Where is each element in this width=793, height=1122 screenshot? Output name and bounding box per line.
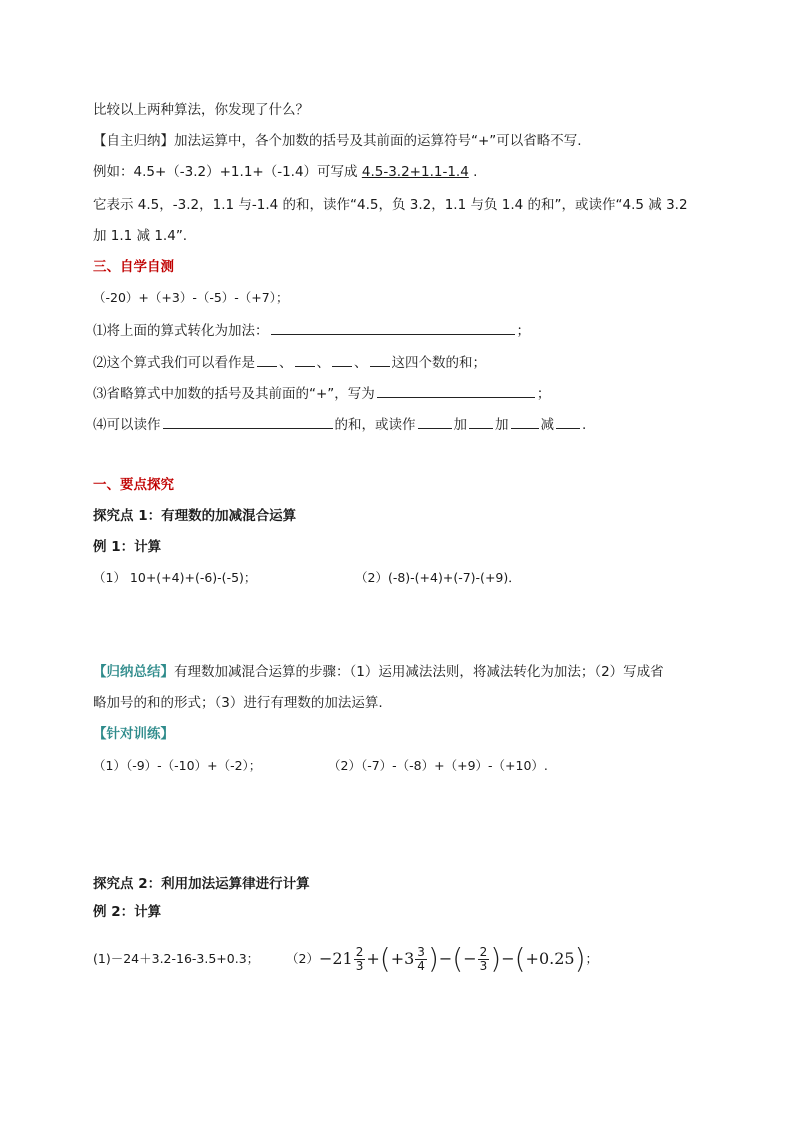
- ex2-fraction-3: [478, 946, 490, 973]
- example-prefix: 例如：4.5+（-3.2）+1.1+（-1.4）可写成: [93, 164, 362, 180]
- q1-answer-blank[interactable]: [271, 320, 515, 335]
- q1-suffix: ；: [516, 323, 530, 339]
- meaning-line-1: 它表示 4.5，-3.2，1.1 与-1.4 的和，读作“4.5，负 3.2，1.1 与负 1.4 的和”，或读作“4.5 减 3.2: [93, 197, 688, 213]
- ex2-fraction-1: [354, 946, 366, 973]
- ex2-whole: −21: [318, 949, 353, 968]
- intro-question: 比较以上两种算法，你发现了什么？: [93, 102, 309, 118]
- q2-suffix: 这四个数的和；: [391, 355, 486, 371]
- ex2-paren-close-1: ): [427, 942, 439, 975]
- ex2-p2-sign: +3: [390, 949, 415, 968]
- q3-prefix: ⑶省略算式中加数的括号及其前面的“+”，写为: [93, 386, 375, 402]
- practice-problem-2: （2）（-7）-（-8）+（+9）-（+10）.: [328, 758, 548, 773]
- question-3: [93, 383, 550, 403]
- q4-prefix: ⑷可以读作: [93, 417, 161, 433]
- summary-line-1: [93, 663, 664, 681]
- practice-tag: 【针对训练】: [93, 726, 174, 742]
- q4-blank-a[interactable]: [418, 414, 452, 429]
- q4-plus-1: 加: [453, 417, 467, 433]
- point-2-title: 探究点 2：利用加法运算律进行计算: [93, 876, 310, 892]
- self-test-expression: （-20）+（+3）-（-5）-（+7）；: [93, 290, 289, 305]
- ex2-paren-open-1: (: [379, 942, 391, 975]
- ex2-f2-num: 3: [417, 944, 425, 959]
- summary-text-1: 有理数加减混合运算的步骤：（1）运用减法法则，将减法转化为加法；（2）写成省: [174, 664, 664, 680]
- q1-prefix: ⑴将上面的算式转化为加法：: [93, 323, 269, 339]
- question-1: [93, 320, 530, 340]
- example-1-problem-2: （2）(-8)-(+4)+(-7)-(+9)．: [355, 570, 521, 585]
- rule-tag: 【自主归纳】: [93, 133, 174, 149]
- example-2-problem-1: (1)－24＋3.2-16-3.5+0.3；: [93, 951, 260, 966]
- ex2-p3-sign: −: [463, 949, 477, 968]
- summary-line-2: 略加号的和的形式；（3）进行有理数的加法运算.: [93, 695, 383, 711]
- ex2-minus-2: −: [501, 949, 515, 968]
- example-2-label: [93, 903, 161, 921]
- q3-suffix: ；: [536, 386, 551, 402]
- ex2-minus-1: −: [438, 949, 453, 968]
- ex2-f2-den: 4: [417, 958, 425, 973]
- q3-answer-blank[interactable]: [377, 383, 535, 398]
- practice-problem-1: （1）（-9）-（-10）+（-2）；: [93, 758, 262, 773]
- q4-blank-c[interactable]: [511, 414, 539, 429]
- q2-blank-2[interactable]: [295, 352, 315, 367]
- example-1-label: [93, 538, 161, 556]
- ex2-paren-open-2: (: [452, 942, 464, 975]
- example-1-label-text: 例 1：计算: [93, 539, 162, 555]
- rule-text: 加法运算中，各个加数的括号及其前面的运算符号“+”可以省略不写.: [174, 133, 582, 149]
- ex2-p2-label: （2）: [286, 951, 319, 966]
- example-1-problem-1: （1） 10+(+4)+(-6)-(-5)；: [93, 570, 257, 585]
- q4-blank-reading[interactable]: [163, 414, 333, 429]
- summary-tag: 【归纳总结】: [93, 664, 174, 680]
- meaning-line-2: 加 1.1 减 1.4”.: [93, 228, 188, 244]
- q4-mid: 的和，或读作: [334, 417, 416, 433]
- ex2-f1-den: 3: [355, 958, 364, 973]
- question-2: [93, 352, 486, 372]
- example-result: 4.5-3.2+1.1-1.4: [361, 164, 469, 180]
- q4-blank-b[interactable]: [469, 414, 493, 429]
- q2-sep-3: 、: [354, 355, 368, 371]
- ex2-plus: +: [366, 949, 380, 968]
- q4-blank-d[interactable]: [556, 414, 580, 429]
- rule-line: [93, 132, 582, 150]
- self-test-heading: 三、自学自测: [93, 259, 174, 275]
- ex2-f3-den: 3: [479, 958, 488, 973]
- ex2-p4: +0.25: [525, 949, 575, 968]
- q4-minus: 减: [540, 417, 554, 433]
- ex2-f1-num: 2: [355, 944, 364, 959]
- question-4: [93, 414, 586, 434]
- ex2-end: ；: [585, 951, 599, 966]
- point-1-title: 探究点 1：有理数的加减混合运算: [93, 508, 297, 524]
- q2-sep-1: 、: [279, 355, 293, 371]
- q4-end: .: [582, 417, 587, 433]
- explore-heading: 一、要点探究: [93, 477, 174, 493]
- ex2-paren-close-3: ): [574, 942, 586, 975]
- q2-blank-1[interactable]: [257, 352, 277, 367]
- q2-blank-4[interactable]: [370, 352, 390, 367]
- q2-sep-2: 、: [316, 355, 330, 371]
- example-suffix: .: [468, 164, 478, 180]
- ex2-fraction-2: [415, 946, 427, 973]
- q2-prefix: ⑵这个算式我们可以看作是: [93, 355, 255, 371]
- example-2-problem-2: [286, 935, 598, 983]
- ex2-paren-close-2: ): [490, 942, 502, 975]
- example-2-label-text: 例 2：计算: [93, 904, 162, 920]
- q4-plus-2: 加: [495, 417, 509, 433]
- ex2-paren-open-3: (: [514, 942, 526, 975]
- example-line: [93, 163, 477, 181]
- ex2-f3-num: 2: [479, 944, 488, 959]
- q2-blank-3[interactable]: [332, 352, 352, 367]
